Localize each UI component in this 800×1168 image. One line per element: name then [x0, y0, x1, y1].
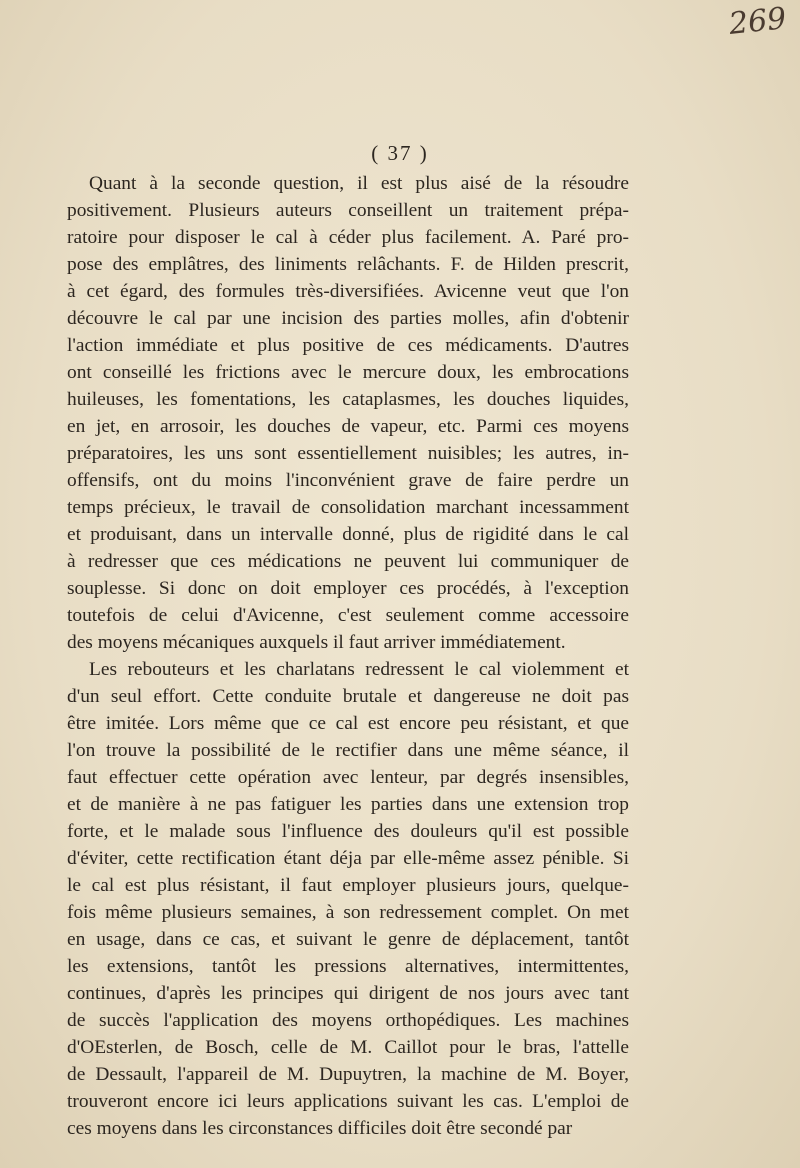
text-line: et de manière à ne pas fatiguer les parties dans une extension trop	[67, 794, 629, 815]
text-line: forte, et le malade sous l'influence des douleurs qu'il est possible	[67, 821, 629, 842]
text-line: d'éviter, cette rectification étant déja par elle-même assez pénible. Si	[67, 848, 629, 869]
paragraph	[67, 656, 629, 1142]
text-line: d'OEsterlen, de Bosch, celle de M. Caillot pour le bras, l'attelle	[67, 1037, 629, 1058]
handwritten-folio-number: 269	[727, 1, 788, 42]
text-line: en jet, en arrosoir, les douches de vapeur, etc. Parmi ces moyens	[67, 416, 629, 437]
text-line: offensifs, ont du moins l'inconvénient grave de faire perdre un	[67, 470, 629, 491]
text-line: de succès l'application des moyens orthopédiques. Les machines	[67, 1010, 629, 1031]
text-line: à cet égard, des formules très-diversifiées. Avicenne veut que l'on	[67, 281, 629, 302]
text-line: ont conseillé les frictions avec le mercure doux, les embrocations	[67, 362, 629, 383]
text-line: souplesse. Si donc on doit employer ces procédés, à l'exception	[67, 578, 629, 599]
text-line: pose des emplâtres, des liniments relâchants. F. de Hilden prescrit,	[67, 254, 629, 275]
text-line: faut effectuer cette opération avec lenteur, par degrés insensibles,	[67, 767, 629, 788]
text-line: l'on trouve la possibilité de le rectifier dans une même séance, il	[67, 740, 629, 761]
text-line: trouveront encore ici leurs applications suivant les cas. L'emploi de	[67, 1091, 629, 1112]
text-line: à redresser que ces médications ne peuvent lui communiquer de	[67, 551, 629, 572]
text-line: être imitée. Lors même que ce cal est encore peu résistant, et que	[67, 713, 629, 734]
text-line: fois même plusieurs semaines, à son redressement complet. On met	[67, 902, 629, 923]
body-text	[67, 170, 629, 1142]
text-line: positivement. Plusieurs auteurs conseillent un traitement prépa-	[67, 200, 629, 221]
text-line: Quant à la seconde question, il est plus aisé de la résoudre	[89, 173, 629, 194]
text-line: toutefois de celui d'Avicenne, c'est seulement comme accessoire	[67, 605, 629, 626]
text-line: et produisant, dans un intervalle donné, plus de rigidité dans le cal	[67, 524, 629, 545]
text-line: l'action immédiate et plus positive de ces médicaments. D'autres	[67, 335, 629, 356]
text-line: préparatoires, les uns sont essentiellement nuisibles; les autres, in-	[67, 443, 629, 464]
text-line: les extensions, tantôt les pressions alternatives, intermittentes,	[67, 956, 629, 977]
text-line: ratoire pour disposer le cal à céder plus facilement. A. Paré pro-	[67, 227, 629, 248]
text-line: ces moyens dans les circonstances difficiles doit être secondé par	[67, 1118, 573, 1139]
text-line: le cal est plus résistant, il faut employer plusieurs jours, quelque-	[67, 875, 629, 896]
page-number: ( 37 )	[371, 141, 429, 165]
paragraph	[67, 170, 629, 656]
text-line: des moyens mécaniques auxquels il faut arriver immédiatement.	[67, 632, 566, 653]
text-line: de Dessault, l'appareil de M. Dupuytren, la machine de M. Boyer,	[67, 1064, 629, 1085]
text-line: huileuses, les fomentations, les cataplasmes, les douches liquides,	[67, 389, 629, 410]
text-line: découvre le cal par une incision des parties molles, afin d'obtenir	[67, 308, 629, 329]
text-line: d'un seul effort. Cette conduite brutale et dangereuse ne doit pas	[67, 686, 629, 707]
text-line: continues, d'après les principes qui dirigent de nos jours avec tant	[67, 983, 629, 1004]
text-line: Les rebouteurs et les charlatans redressent le cal violemment et	[89, 659, 629, 680]
text-line: en usage, dans ce cas, et suivant le genre de déplacement, tantôt	[67, 929, 629, 950]
text-line: temps précieux, le travail de consolidation marchant incessamment	[67, 497, 629, 518]
